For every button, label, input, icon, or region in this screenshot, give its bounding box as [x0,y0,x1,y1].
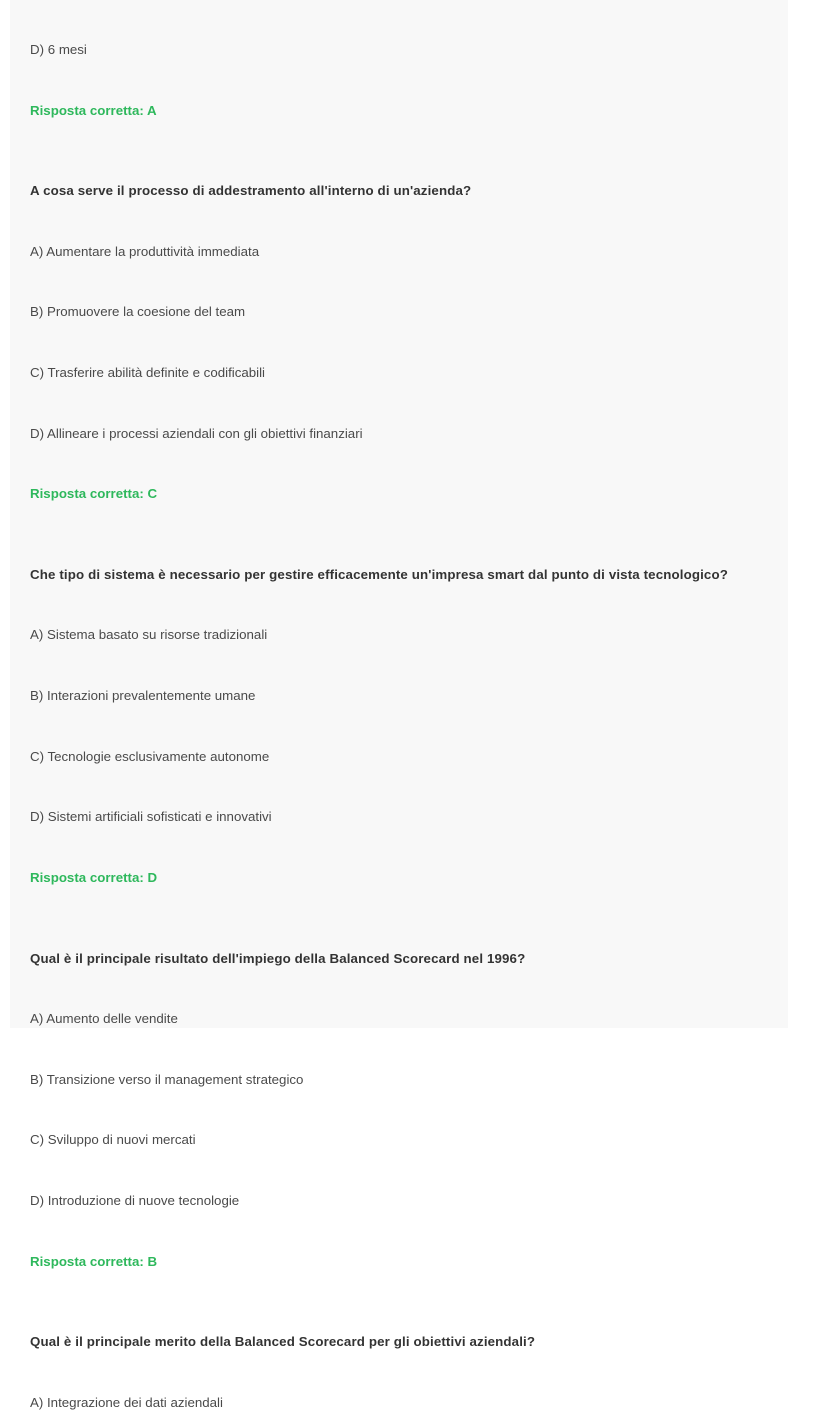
correct-answer: Risposta corretta: B [30,1253,158,1269]
option-item: D) Sistemi artificiali sofisticati e innovativi [30,809,272,825]
spacer [30,202,750,242]
option-item: D) 6 mesi [30,42,87,57]
spacer [30,828,750,868]
option-item: B) Transizione verso il management strategico [30,1071,304,1087]
question-title: Che tipo di sistema è necessario per gestire efficacemente un'impresa smart dal punto di vista tecnologico? [30,566,728,582]
quiz-block-1 [30,181,750,505]
spacer [30,121,750,181]
option-item: C) Sviluppo di nuovi mercati [30,1132,196,1148]
top-padding [30,0,750,40]
spacer [30,889,750,949]
option-item: A) Integrazione dei dati aziendali [30,1394,223,1410]
spacer [30,585,750,625]
spacer [30,646,750,686]
spacer [30,61,750,101]
quiz-block-3 [30,949,750,1273]
question-title: Qual è il principale merito della Balanced Scorecard per gli obiettivi aziendali? [30,1334,536,1350]
option-item: C) Tecnologie esclusivamente autonome [30,748,270,764]
option-item: B) Interazioni prevalentemente umane [30,688,256,704]
option-item: C) Trasferire abilità definite e codificabili [30,365,266,381]
option-item: B) Promuovere la coesione del team [30,304,246,320]
spacer [30,1090,750,1130]
option-item: A) Aumento delle vendite [30,1011,178,1027]
spacer [30,444,750,484]
option-item: A) Sistema basato su risorse tradizionali [30,627,268,643]
correct-answer: Risposta corretta: C [30,486,158,502]
correct-answer: Risposta corretta: D [30,869,158,885]
option-item: D) Allineare i processi aziendali con gli obiettivi finanziari [30,425,363,441]
question-title: Qual è il principale risultato dell'impiego della Balanced Scorecard nel 1996? [30,950,526,966]
quiz-content-panel [10,0,788,1410]
spacer [30,1030,750,1070]
correct-answer: Risposta corretta: A [30,102,157,118]
spacer [30,1151,750,1191]
spacer [30,969,750,1009]
spacer [30,1212,750,1252]
spacer [30,707,750,747]
spacer [30,262,750,302]
spacer [30,505,750,565]
spacer [30,767,750,807]
quiz-block-0 [30,40,750,121]
option-item: D) Introduzione di nuove tecnologie [30,1192,240,1208]
option-item: A) Aumentare la produttività immediata [30,243,260,259]
quiz-block-2 [30,565,750,889]
quiz-block-4 [30,1332,750,1413]
spacer [30,384,750,424]
spacer [30,1353,750,1393]
question-title: A cosa serve il processo di addestramento all'interno di un'azienda? [30,183,472,199]
spacer [30,1272,750,1332]
spacer [30,323,750,363]
